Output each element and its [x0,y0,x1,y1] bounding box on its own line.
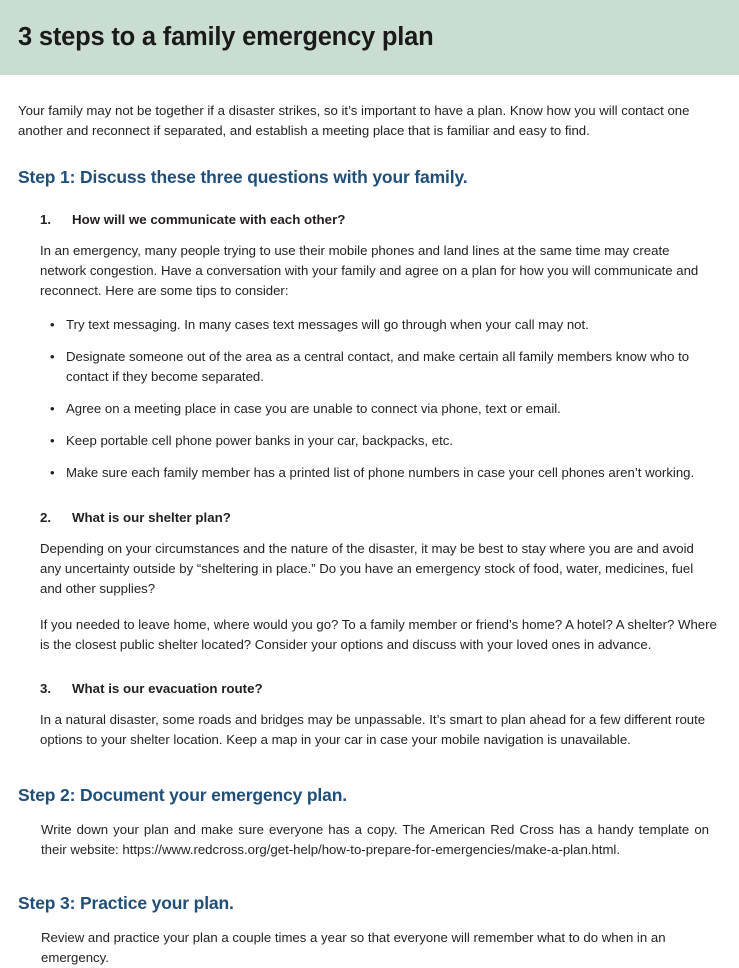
list-item-text: Make sure each family member has a printed list of phone numbers in case your cell phones aren’t working. [66,465,695,481]
title-band [0,0,739,75]
list-item [47,347,714,387]
question-2-text: What is our shelter plan? [72,510,231,526]
question-block-3 [18,680,722,750]
question-2-number: 2. [40,510,52,526]
step-3-body: Review and practice your plan a couple times a year so that everyone will remember what to do when in an emergency. [41,930,666,966]
list-item-text: Designate someone out of the area as a central contact, and make certain all family members know who to contact if they become separated. [66,348,690,385]
question-1-number: 1. [40,212,52,228]
question-3-title [40,680,722,699]
list-item [47,431,714,451]
bullet-icon: • [50,433,55,449]
question-block-2 [18,509,722,655]
question-1-paragraph-1: In an emergency, many people trying to use their mobile phones and land lines at the same time may create network congestion. Have a conversation with your family and agree on a plan for how you will communicate and reconnect. Here are some tips to consider: [40,242,699,298]
bullet-icon: • [50,316,55,332]
step-1-heading: Step 1: Discuss these three questions with your family. [18,167,468,188]
question-block-1 [18,211,722,483]
list-item [47,315,714,335]
list-item [47,463,714,483]
question-2-paragraph-1: Depending on your circumstances and the nature of the disaster, it may be best to stay where you are and avoid any uncertainty outside by “sheltering in place.” Do you have an emergency stock of food, water, medicines, fuel and other supplies? [40,540,694,597]
step-2-body: Write down your plan and make sure everyone has a copy. The American Red Cross has a handy template on their website: https://www.redcross.org/get-help/how-to-prepare-for-emergencies/make-a-plan.html. [41,821,709,858]
question-3-paragraph-1: In a natural disaster, some roads and bridges may be unpassable. It’s smart to plan ahead for a few different route options to your shelter location. Keep a map in your car in case your mobile navigation is unavailable. [40,711,706,747]
question-2-paragraph-2: If you needed to leave home, where would you go? To a family member or friend’s home? A hotel? A shelter? Where is the closest public shelter located? Consider your options and discuss with your loved ones in advance. [40,617,717,653]
list-item [47,399,714,419]
step-3-heading: Step 3: Practice your plan. [18,893,234,914]
list-item-text: Agree on a meeting place in case you are unable to connect via phone, text or email. [66,401,561,417]
question-3-text: What is our evacuation route? [72,681,263,697]
intro-paragraph: Your family may not be together if a disaster strikes, so it’s important to have a plan. Know how you will contact one another and reconnect if separated, and establish a meeting place that is familiar and easy to find. [18,103,690,139]
step-2-heading: Step 2: Document your emergency plan. [18,784,347,805]
question-2-title [40,509,722,528]
bullet-icon: • [50,465,55,481]
question-3-number: 3. [40,681,52,697]
bullet-icon: • [50,401,55,417]
question-1-title [40,211,722,230]
tips-list [40,315,722,483]
list-item-text: Keep portable cell phone power banks in your car, backpacks, etc. [66,433,454,449]
document-body [0,101,739,968]
question-1-text: How will we communicate with each other? [72,212,346,228]
page-title: 3 steps to a family emergency plan [18,23,434,52]
bullet-icon: • [50,348,55,364]
list-item-text: Try text messaging. In many cases text messages will go through when your call may not. [66,316,589,332]
